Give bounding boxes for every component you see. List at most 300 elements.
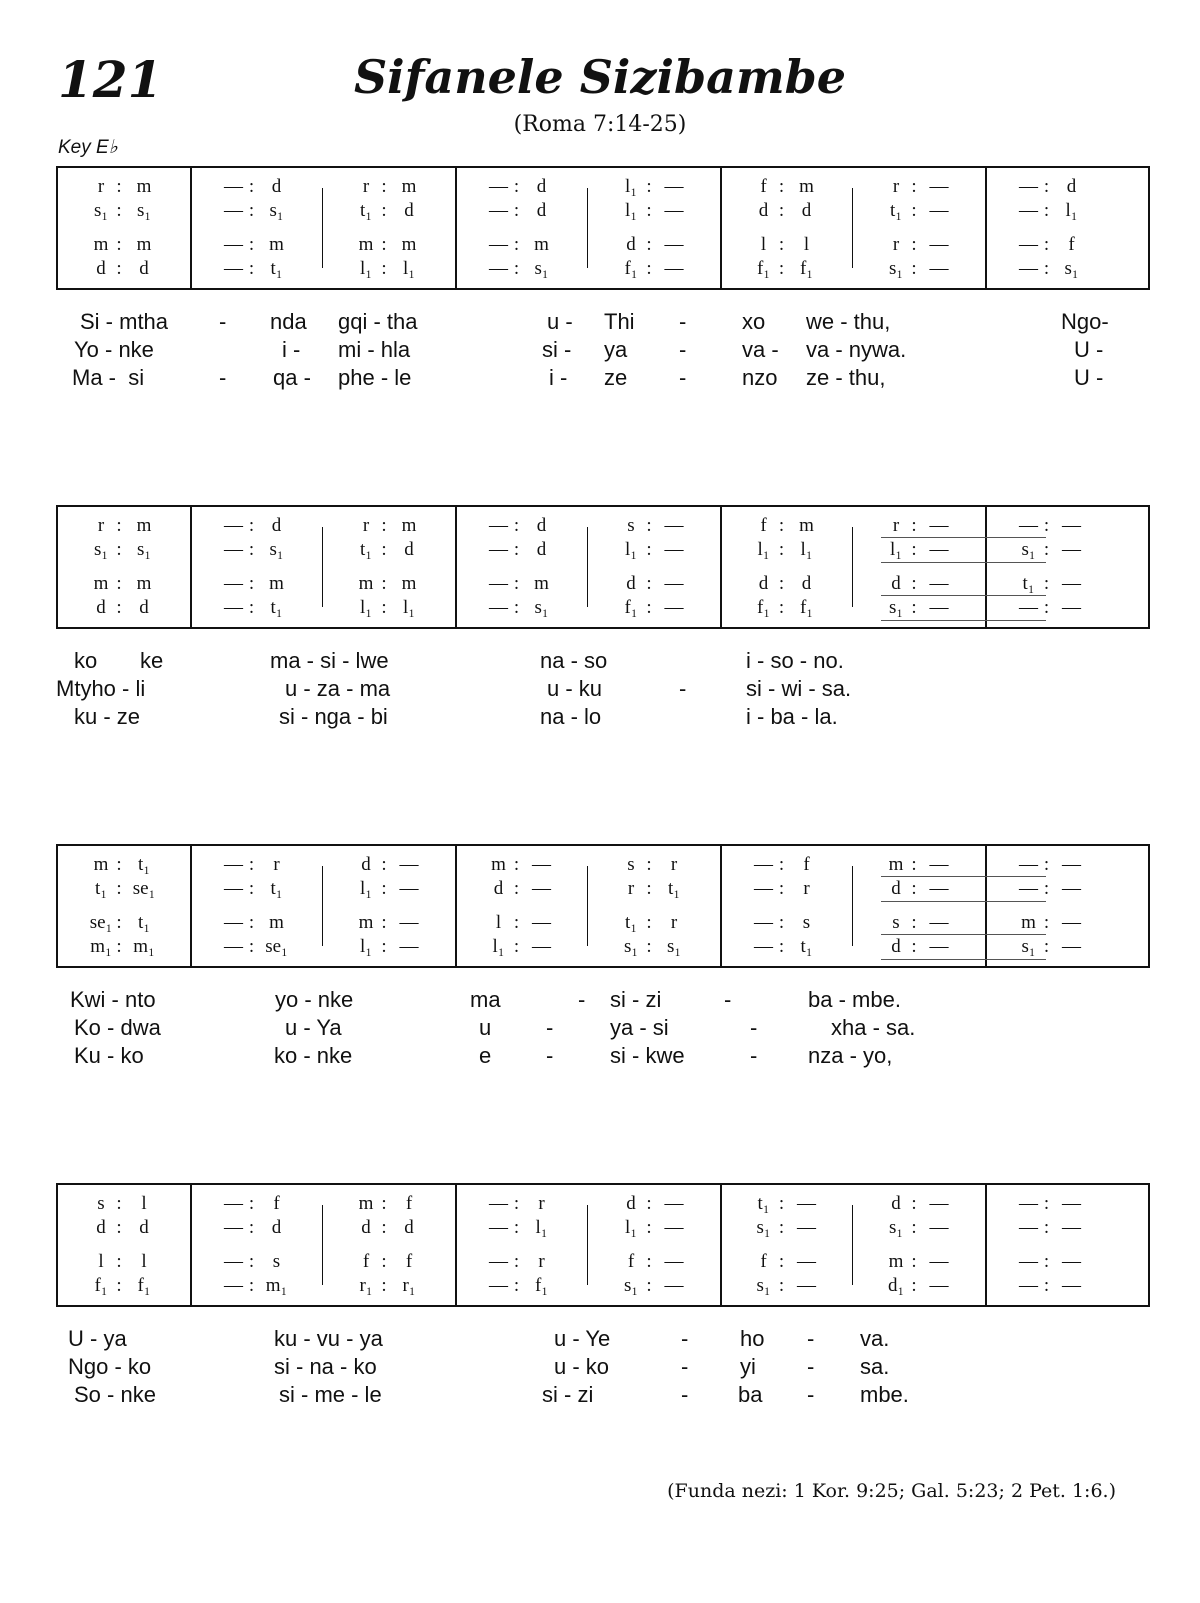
lyric-syllable: Thi (604, 309, 635, 334)
system-3 (56, 844, 1150, 1076)
note: l₁ (360, 878, 372, 899)
note: d (96, 258, 106, 279)
note: — (664, 1193, 684, 1214)
note: m (136, 515, 152, 536)
lyric-syllable: si - kwe (610, 1043, 685, 1068)
note: t₁ (360, 539, 372, 560)
note: — (929, 597, 949, 618)
beat-colon: : (778, 573, 785, 594)
measure-cell (345, 1217, 413, 1239)
beat-colon: : (911, 258, 917, 279)
note: — (1062, 936, 1081, 957)
measure-cell (213, 1193, 281, 1215)
measure-cell (1008, 1251, 1081, 1273)
beat-colon: : (116, 597, 122, 618)
measure-cell (345, 515, 417, 537)
voice-row (58, 539, 1148, 561)
note: s (892, 912, 900, 933)
note: r (892, 234, 900, 255)
note: — (1019, 200, 1038, 221)
measure-cell (1008, 176, 1076, 198)
lyric-syllable: - (807, 1382, 815, 1407)
beat-colon: : (513, 234, 520, 255)
lyric-syllable: si - na - ko (274, 1354, 377, 1379)
measure-cell (478, 176, 546, 198)
lyric-syllable: - (724, 987, 732, 1012)
beat-colon: : (1043, 936, 1050, 957)
note: f (1068, 234, 1075, 255)
lyric-syllable: qa - (273, 365, 311, 390)
voice-row (58, 597, 1148, 619)
measure-cell (345, 573, 417, 595)
footnote-references: (Funda nezi: 1 Kor. 9:25; Gal. 5:23; 2 Pet. 1:6.) (667, 1480, 1116, 1502)
beat-colon: : (778, 1251, 785, 1272)
beat-colon: : (1043, 912, 1050, 933)
measure-cell (743, 515, 814, 537)
beat-colon: : (513, 573, 520, 594)
lyric-syllable: Kwi - nto (70, 987, 156, 1012)
note: s₁ (534, 258, 549, 279)
beat-colon: : (381, 573, 387, 594)
measure-cell (743, 234, 811, 256)
measure-cell (875, 176, 949, 198)
note: s₁ (93, 539, 109, 560)
note: d (891, 573, 901, 594)
note: — (664, 258, 684, 279)
note: d (361, 854, 371, 875)
lyric-syllable: ya (604, 337, 628, 362)
measure-cell (610, 234, 684, 256)
measure-cell (1008, 878, 1081, 900)
measure-cell (213, 1251, 281, 1273)
beat-colon: : (248, 258, 255, 279)
lyric-syllable: va. (860, 1326, 890, 1351)
voice-row (58, 573, 1148, 595)
note: s₁ (888, 1217, 904, 1238)
note: m (888, 1251, 904, 1272)
note: — (929, 200, 949, 221)
note: l (495, 912, 502, 933)
note: s (627, 854, 635, 875)
measure-cell (610, 912, 678, 934)
note: — (1019, 854, 1038, 875)
note: t₁ (625, 912, 637, 933)
note: l₁ (625, 200, 637, 221)
note: r (538, 1193, 545, 1214)
lyric-syllable: - (681, 1354, 689, 1379)
note: — (754, 936, 773, 957)
beat-colon: : (381, 258, 387, 279)
note: — (1062, 1193, 1081, 1214)
measure-cell (875, 200, 949, 222)
measure-cell (875, 1217, 949, 1239)
measure-cell (213, 854, 281, 876)
note: m (491, 854, 506, 875)
voice-row (58, 200, 1148, 222)
lyric-syllable: U - (1074, 365, 1104, 390)
beat-colon: : (248, 1275, 255, 1296)
beat-colon: : (513, 912, 520, 933)
measure-cell (1008, 854, 1081, 876)
note: — (489, 234, 508, 255)
note: s₁ (93, 200, 109, 221)
beat-colon: : (381, 200, 387, 221)
beat-colon: : (1043, 878, 1050, 899)
note: — (797, 1251, 816, 1272)
tie-line (881, 562, 1046, 563)
measure-cell (80, 1275, 151, 1297)
measure-cell (80, 597, 148, 619)
beat-colon: : (116, 936, 122, 957)
beat-colon: : (248, 515, 255, 536)
hymn-number: 121 (58, 50, 163, 109)
lyric-syllable: Yo - nke (74, 337, 154, 362)
lyric-syllable: ba (738, 1382, 763, 1407)
measure-cell (80, 515, 152, 537)
note: d (271, 176, 282, 197)
lyric-syllable: si - zi (610, 987, 662, 1012)
measure-cell (345, 597, 413, 619)
measure-cell (610, 515, 684, 537)
note: — (489, 1193, 508, 1214)
note: m (93, 573, 109, 594)
note: — (754, 878, 773, 899)
note: d (758, 573, 769, 594)
note: m (534, 234, 549, 255)
measure-cell (345, 200, 413, 222)
note: t₁ (270, 258, 283, 279)
voice-row (58, 936, 1148, 958)
beat-colon: : (911, 539, 917, 560)
note: — (1062, 1275, 1081, 1296)
measure-cell (875, 1251, 949, 1273)
beat-colon: : (381, 936, 387, 957)
note: — (532, 936, 551, 957)
beat-colon: : (381, 176, 387, 197)
lyric-syllable: i - (549, 365, 568, 390)
lyric-syllable: ho (740, 1326, 765, 1351)
beat-colon: : (778, 912, 785, 933)
measure-cell (213, 539, 284, 561)
note: f₁ (137, 1275, 151, 1296)
lyric-syllable: ze - thu, (806, 365, 886, 390)
note: s₁ (534, 597, 549, 618)
lyric-syllable: ba - mbe. (808, 987, 901, 1012)
measure-cell (610, 176, 684, 198)
note: f (362, 1251, 370, 1272)
note: l₁ (890, 539, 902, 560)
note: d (404, 200, 414, 221)
lyric-syllable: e (479, 1043, 492, 1068)
note: — (929, 539, 949, 560)
beat-colon: : (1043, 176, 1050, 197)
measure-cell (610, 1275, 684, 1297)
lyric-syllable: ko - nke (274, 1043, 353, 1068)
beat-colon: : (1043, 258, 1050, 279)
lyric-syllable: si - nga - bi (279, 704, 388, 729)
note: d (626, 573, 636, 594)
beat-colon: : (116, 573, 122, 594)
beat-colon: : (513, 515, 520, 536)
beat-colon: : (248, 936, 255, 957)
note: d (891, 1193, 901, 1214)
measure-cell (213, 1217, 281, 1239)
voice-row (58, 176, 1148, 198)
note: — (224, 878, 243, 899)
beat-colon: : (646, 878, 652, 899)
voice-row (58, 1275, 1148, 1297)
measure-cell (743, 597, 811, 619)
beat-colon: : (911, 878, 917, 899)
measure-cell (478, 200, 546, 222)
note: — (1019, 176, 1038, 197)
voice-row (58, 1217, 1148, 1239)
note: l₁ (757, 539, 770, 560)
note: m (888, 854, 904, 875)
measure-cell (213, 573, 284, 595)
beat-colon: : (911, 854, 917, 875)
measure-cell (478, 1193, 546, 1215)
note: r (538, 1251, 545, 1272)
lyric-syllable: u - ko (554, 1354, 610, 1379)
lyric-syllable: mbe. (860, 1382, 909, 1407)
note: l (760, 234, 767, 255)
beat-colon: : (911, 515, 917, 536)
measure-cell (610, 1193, 684, 1215)
beat-colon: : (1043, 200, 1050, 221)
note: — (929, 176, 949, 197)
note: — (664, 597, 684, 618)
note: r₁ (402, 1275, 416, 1296)
note: l (803, 234, 810, 255)
measure-cell (1008, 234, 1076, 256)
note: — (929, 258, 949, 279)
beat-colon: : (778, 539, 785, 560)
note: m₁ (133, 936, 155, 957)
beat-colon: : (1043, 854, 1050, 875)
note: l (98, 1251, 104, 1272)
lyric-syllable: u - ku (547, 676, 603, 701)
measure-cell (610, 854, 678, 876)
note: r (892, 176, 900, 197)
note: s₁ (269, 539, 284, 560)
measure-cell (875, 258, 949, 280)
beat-colon: : (116, 854, 122, 875)
beat-colon: : (248, 1217, 255, 1238)
tie-line (881, 959, 1046, 960)
lyric-syllable: - (750, 1015, 758, 1040)
note: — (1019, 1275, 1038, 1296)
lyric-syllable: va - nywa. (806, 337, 907, 362)
lyric-syllable: i - (282, 337, 301, 362)
note: — (1062, 1217, 1081, 1238)
note: t₁ (1022, 573, 1035, 594)
beat-colon: : (911, 936, 917, 957)
lyric-syllable: we - thu, (806, 309, 891, 334)
beat-colon: : (1043, 597, 1050, 618)
note: d (536, 539, 547, 560)
note: f₁ (800, 258, 813, 279)
note: — (664, 1275, 684, 1296)
note: — (1019, 1251, 1038, 1272)
note: s₁ (888, 258, 904, 279)
beat-colon: : (116, 1193, 122, 1214)
lyric-syllable: ma - si - lwe (270, 648, 389, 673)
beat-colon: : (381, 515, 387, 536)
beat-colon: : (381, 539, 387, 560)
lyric-syllable: ku - ze (74, 704, 141, 729)
lyric-syllable: u - (547, 309, 573, 334)
lyric-syllable: ke (140, 648, 164, 673)
beat-colon: : (248, 573, 255, 594)
note: r (273, 854, 280, 875)
note: d₁ (887, 1275, 905, 1296)
measure-cell (610, 597, 684, 619)
note: d (536, 176, 547, 197)
note: — (224, 539, 243, 560)
note: l₁ (625, 1217, 637, 1238)
lyric-syllable: yi (740, 1354, 756, 1379)
measure-cell (478, 539, 546, 561)
note: — (224, 912, 243, 933)
note: l₁ (625, 176, 637, 197)
lyric-syllable: - (679, 309, 687, 334)
lyrics (56, 1325, 1150, 1415)
note: — (489, 573, 508, 594)
tie-line (881, 537, 1046, 538)
note: m (401, 573, 417, 594)
beat-colon: : (646, 1217, 652, 1238)
lyric-syllable: u (479, 1015, 492, 1040)
beat-colon: : (513, 1193, 520, 1214)
measure-cell (875, 878, 949, 900)
note: — (399, 936, 419, 957)
lyric-syllable: mi - hla (338, 337, 411, 362)
note: — (797, 1217, 816, 1238)
measure-cell (478, 597, 549, 619)
note: f₁ (535, 1275, 548, 1296)
measure-cell (875, 912, 949, 934)
note: l₁ (360, 597, 372, 618)
beat-colon: : (646, 539, 652, 560)
note: m (358, 912, 374, 933)
measure-cell (610, 1251, 684, 1273)
measure-cell (478, 515, 546, 537)
measure-cell (1008, 936, 1081, 958)
lyrics (56, 647, 1150, 737)
note: s (802, 912, 811, 933)
lyric-syllable: Ma - si (72, 365, 145, 390)
note: d (626, 1193, 636, 1214)
note: d (493, 878, 504, 899)
note: l₁ (403, 258, 415, 279)
measure-cell (743, 1217, 816, 1239)
note: m (136, 176, 152, 197)
note: m (401, 234, 417, 255)
measure-cell (80, 1217, 148, 1239)
beat-colon: : (778, 515, 785, 536)
beat-colon: : (248, 1251, 255, 1272)
beat-colon: : (1043, 573, 1050, 594)
note: — (797, 1275, 816, 1296)
beat-colon: : (381, 912, 387, 933)
beat-colon: : (513, 597, 520, 618)
note: m (269, 912, 284, 933)
measure-cell (875, 515, 949, 537)
lyric-syllable: na - so (540, 648, 608, 673)
voice-row (58, 912, 1148, 934)
lyric-syllable: - (681, 1382, 689, 1407)
note: l₁ (800, 539, 813, 560)
measure-cell (478, 912, 551, 934)
measure-cell (345, 1275, 416, 1297)
measure-cell (743, 200, 811, 222)
note: — (532, 912, 551, 933)
note: d (1066, 176, 1077, 197)
beat-colon: : (513, 539, 520, 560)
note: — (1019, 258, 1038, 279)
beat-colon: : (911, 1251, 917, 1272)
measure-cell (610, 258, 684, 280)
note: r (362, 176, 370, 197)
beat-colon: : (778, 258, 785, 279)
note: d (758, 200, 769, 221)
note: f₁ (94, 1275, 108, 1296)
lyric-syllable: - (219, 365, 227, 390)
measure-cell (80, 258, 148, 280)
lyrics (56, 308, 1150, 398)
beat-colon: : (116, 1217, 122, 1238)
lyric-syllable: ze (604, 365, 628, 390)
lyric-syllable: u - Ya (285, 1015, 342, 1040)
measure-cell (1008, 1217, 1081, 1239)
measure-cell (1008, 200, 1076, 222)
measure-cell (610, 573, 684, 595)
note: l₁ (1065, 200, 1078, 221)
note: f (273, 1193, 280, 1214)
beat-colon: : (646, 1251, 652, 1272)
lyric-syllable: Si - mtha (80, 309, 169, 334)
beat-colon: : (1043, 1251, 1050, 1272)
note: — (664, 573, 684, 594)
note: se₁ (265, 936, 288, 957)
beat-colon: : (248, 234, 255, 255)
note: d (536, 200, 547, 221)
note: s₁ (136, 200, 152, 221)
beat-colon: : (646, 258, 652, 279)
note: f (405, 1251, 413, 1272)
beat-colon: : (513, 936, 520, 957)
measure-cell (743, 258, 811, 280)
beat-colon: : (1043, 1193, 1050, 1214)
measure-cell (345, 912, 419, 934)
beat-colon: : (1043, 515, 1050, 536)
measure-cell (743, 176, 814, 198)
note: l₁ (403, 597, 415, 618)
note: t₁ (270, 597, 283, 618)
beat-colon: : (513, 258, 520, 279)
note: l₁ (625, 539, 637, 560)
lyric-syllable: U - ya (68, 1326, 127, 1351)
note: — (1062, 539, 1081, 560)
beat-colon: : (778, 597, 785, 618)
note: d (139, 1217, 149, 1238)
measure-cell (1008, 1275, 1081, 1297)
note: f (803, 854, 810, 875)
beat-colon: : (381, 854, 387, 875)
beat-colon: : (513, 878, 520, 899)
lyric-syllable: va - (742, 337, 779, 362)
